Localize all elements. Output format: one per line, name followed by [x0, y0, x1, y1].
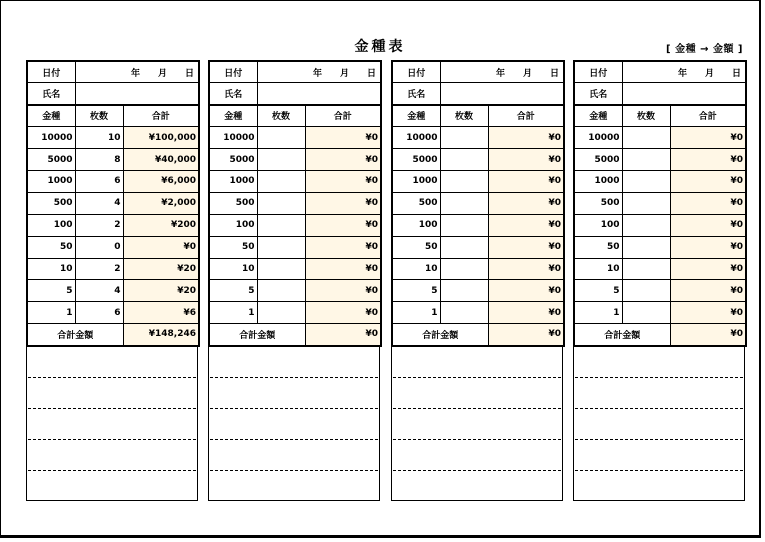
- denomination-value: 1000: [574, 170, 622, 192]
- memo-line: [28, 377, 196, 378]
- count-input[interactable]: 4: [75, 280, 123, 302]
- count-input[interactable]: 0: [75, 236, 123, 258]
- count-input[interactable]: 8: [75, 149, 123, 171]
- memo-line: [210, 377, 378, 378]
- memo-area[interactable]: [391, 347, 563, 501]
- header-count: 枚数: [622, 105, 670, 127]
- grand-total-value: ¥148,246: [123, 324, 199, 346]
- denomination-row: [574, 192, 746, 214]
- count-input[interactable]: [440, 302, 488, 324]
- denomination-value: 10000: [209, 127, 257, 149]
- count-input[interactable]: [440, 170, 488, 192]
- denomination-value: 5000: [209, 149, 257, 171]
- subtotal-value: ¥20: [123, 258, 199, 280]
- denomination-row: [209, 258, 381, 280]
- denomination-value: 5000: [574, 149, 622, 171]
- subtotal-value: ¥0: [488, 170, 564, 192]
- count-input[interactable]: [257, 214, 305, 236]
- header-denomination: 金種: [574, 105, 622, 127]
- denomination-value: 50: [27, 236, 75, 258]
- denomination-row: [392, 170, 564, 192]
- denomination-value: 50: [209, 236, 257, 258]
- denomination-value: 500: [392, 192, 440, 214]
- page-subtitle: [ 金種 → 金額 ]: [666, 44, 743, 55]
- subtotal-value: ¥0: [488, 127, 564, 149]
- subtotal-value: ¥0: [488, 214, 564, 236]
- subtotal-value: ¥0: [488, 192, 564, 214]
- count-input[interactable]: [440, 236, 488, 258]
- subtotal-value: ¥0: [305, 127, 381, 149]
- memo-line: [210, 470, 378, 471]
- memo-line: [575, 439, 743, 440]
- subtotal-value: ¥0: [670, 127, 746, 149]
- grand-total-row: [209, 324, 381, 346]
- denomination-value: 1000: [209, 170, 257, 192]
- memo-line: [28, 408, 196, 409]
- denomination-row: [574, 258, 746, 280]
- date-label: 日付: [27, 61, 75, 83]
- subtotal-value: ¥0: [305, 236, 381, 258]
- header-denomination: 金種: [392, 105, 440, 127]
- grand-total-row: [392, 324, 564, 346]
- name-field[interactable]: [622, 83, 746, 105]
- memo-area[interactable]: [208, 347, 380, 501]
- denomination-row: [209, 127, 381, 149]
- subtotal-value: ¥2,000: [123, 192, 199, 214]
- name-label: 氏名: [209, 83, 257, 105]
- count-input[interactable]: [622, 127, 670, 149]
- denomination-row: [574, 302, 746, 324]
- memo-line: [575, 408, 743, 409]
- subtotal-value: ¥0: [305, 214, 381, 236]
- name-label: 氏名: [27, 83, 75, 105]
- header-count: 枚数: [440, 105, 488, 127]
- subtotal-value: ¥100,000: [123, 127, 199, 149]
- denomination-table: [26, 60, 200, 347]
- denomination-row: [392, 236, 564, 258]
- column-header-row: [27, 105, 199, 127]
- denomination-row: [392, 192, 564, 214]
- header-subtotal: 合計: [305, 105, 381, 127]
- grand-total-row: [27, 324, 199, 346]
- memo-line: [28, 470, 196, 471]
- name-row: [27, 83, 199, 105]
- name-field[interactable]: [440, 83, 564, 105]
- name-row: [392, 83, 564, 105]
- year-label: 年: [677, 68, 687, 79]
- memo-line: [393, 470, 561, 471]
- subtotal-value: ¥0: [305, 280, 381, 302]
- grand-total-label: 合計金額: [574, 324, 670, 346]
- count-input[interactable]: [257, 149, 305, 171]
- denomination-row: [27, 149, 199, 171]
- header-count: 枚数: [257, 105, 305, 127]
- denomination-row: [574, 127, 746, 149]
- memo-line: [575, 377, 743, 378]
- denomination-row: [392, 302, 564, 324]
- denomination-row: [27, 214, 199, 236]
- count-input[interactable]: 6: [75, 302, 123, 324]
- count-input[interactable]: 2: [75, 214, 123, 236]
- date-field[interactable]: [622, 61, 746, 83]
- grand-total-label: 合計金額: [209, 324, 305, 346]
- denomination-row: [392, 280, 564, 302]
- column-header-row: [392, 105, 564, 127]
- denomination-sheet-2: [208, 60, 380, 501]
- count-input[interactable]: [257, 258, 305, 280]
- memo-area[interactable]: [573, 347, 745, 501]
- subtotal-value: ¥0: [670, 236, 746, 258]
- count-input[interactable]: [257, 236, 305, 258]
- denomination-value: 10000: [574, 127, 622, 149]
- date-label: 日付: [392, 61, 440, 83]
- grand-total-value: ¥0: [670, 324, 746, 346]
- count-input[interactable]: [440, 127, 488, 149]
- denomination-row: [574, 170, 746, 192]
- denomination-row: [574, 214, 746, 236]
- day-label: 日: [732, 68, 742, 79]
- year-label: 年: [312, 68, 322, 79]
- subtotal-value: ¥40,000: [123, 149, 199, 171]
- memo-line: [210, 408, 378, 409]
- header-count: 枚数: [75, 105, 123, 127]
- name-label: 氏名: [574, 83, 622, 105]
- denomination-row: [574, 280, 746, 302]
- day-label: 日: [550, 68, 560, 79]
- denomination-row: [574, 149, 746, 171]
- name-label: 氏名: [392, 83, 440, 105]
- subtotal-value: ¥0: [305, 258, 381, 280]
- page-title: 金種表: [354, 39, 406, 55]
- date-field[interactable]: [257, 61, 381, 83]
- denomination-value: 100: [392, 214, 440, 236]
- subtotal-value: ¥20: [123, 280, 199, 302]
- memo-line: [393, 408, 561, 409]
- day-label: 日: [367, 68, 377, 79]
- denomination-value: 1: [574, 302, 622, 324]
- denomination-value: 500: [27, 192, 75, 214]
- denomination-value: 1: [27, 302, 75, 324]
- subtotal-value: ¥6: [123, 302, 199, 324]
- header-denomination: 金種: [209, 105, 257, 127]
- date-field[interactable]: [75, 61, 199, 83]
- date-row: [392, 61, 564, 83]
- name-field[interactable]: [75, 83, 199, 105]
- denomination-value: 5: [392, 280, 440, 302]
- denomination-value: 5: [209, 280, 257, 302]
- count-input[interactable]: [622, 258, 670, 280]
- count-input[interactable]: 2: [75, 258, 123, 280]
- denomination-sheet-1: [26, 60, 198, 501]
- subtotal-value: ¥0: [123, 236, 199, 258]
- name-field[interactable]: [257, 83, 381, 105]
- count-input[interactable]: [622, 149, 670, 171]
- column-header-row: [574, 105, 746, 127]
- date-row: [574, 61, 746, 83]
- denomination-sheet-4: [573, 60, 745, 501]
- denomination-row: [27, 192, 199, 214]
- memo-line: [393, 439, 561, 440]
- month-label: 月: [157, 68, 167, 79]
- count-input[interactable]: [257, 280, 305, 302]
- count-input[interactable]: [622, 192, 670, 214]
- memo-line: [393, 377, 561, 378]
- header-subtotal: 合計: [488, 105, 564, 127]
- date-row: [209, 61, 381, 83]
- count-input[interactable]: 4: [75, 192, 123, 214]
- denomination-row: [209, 302, 381, 324]
- column-header-row: [209, 105, 381, 127]
- denomination-row: [392, 214, 564, 236]
- denomination-row: [574, 236, 746, 258]
- subtotal-value: ¥0: [670, 192, 746, 214]
- year-label: 年: [130, 68, 140, 79]
- count-input[interactable]: [622, 214, 670, 236]
- denomination-row: [209, 170, 381, 192]
- denomination-row: [392, 258, 564, 280]
- count-input[interactable]: [622, 170, 670, 192]
- denomination-row: [209, 236, 381, 258]
- denomination-value: 1000: [392, 170, 440, 192]
- date-label: 日付: [209, 61, 257, 83]
- memo-line: [210, 439, 378, 440]
- subtotal-value: ¥0: [670, 258, 746, 280]
- denomination-table: [208, 60, 382, 347]
- denomination-value: 5000: [392, 149, 440, 171]
- denomination-value: 10: [27, 258, 75, 280]
- count-input[interactable]: [257, 302, 305, 324]
- count-input[interactable]: 10: [75, 127, 123, 149]
- denomination-row: [27, 280, 199, 302]
- denomination-value: 1: [209, 302, 257, 324]
- date-field[interactable]: [440, 61, 564, 83]
- year-label: 年: [495, 68, 505, 79]
- date-label: 日付: [574, 61, 622, 83]
- denomination-row: [209, 280, 381, 302]
- denomination-row: [392, 127, 564, 149]
- header-subtotal: 合計: [670, 105, 746, 127]
- month-label: 月: [704, 68, 714, 79]
- denomination-table: [391, 60, 565, 347]
- header-denomination: 金種: [27, 105, 75, 127]
- date-row: [27, 61, 199, 83]
- grand-total-row: [574, 324, 746, 346]
- subtotal-value: ¥0: [488, 149, 564, 171]
- denomination-row: [209, 149, 381, 171]
- subtotal-value: ¥0: [670, 149, 746, 171]
- count-input[interactable]: [440, 214, 488, 236]
- subtotal-value: ¥0: [488, 280, 564, 302]
- grand-total-value: ¥0: [305, 324, 381, 346]
- denomination-value: 1000: [27, 170, 75, 192]
- subtotal-value: ¥0: [305, 170, 381, 192]
- denomination-value: 100: [209, 214, 257, 236]
- denomination-row: [392, 149, 564, 171]
- subtotal-value: ¥0: [305, 192, 381, 214]
- denomination-value: 10000: [27, 127, 75, 149]
- name-row: [574, 83, 746, 105]
- count-input[interactable]: [440, 149, 488, 171]
- subtotal-value: ¥0: [670, 170, 746, 192]
- subtotal-value: ¥0: [670, 214, 746, 236]
- denomination-value: 100: [27, 214, 75, 236]
- denomination-row: [209, 192, 381, 214]
- count-input[interactable]: 6: [75, 170, 123, 192]
- denomination-value: 10: [574, 258, 622, 280]
- denomination-value: 5: [27, 280, 75, 302]
- subtotal-value: ¥0: [488, 258, 564, 280]
- count-input[interactable]: [257, 192, 305, 214]
- subtotal-value: ¥0: [670, 302, 746, 324]
- memo-line: [575, 470, 743, 471]
- count-input[interactable]: [440, 192, 488, 214]
- count-input[interactable]: [257, 170, 305, 192]
- month-label: 月: [522, 68, 532, 79]
- denomination-value: 500: [209, 192, 257, 214]
- denomination-value: 10000: [392, 127, 440, 149]
- denomination-row: [27, 258, 199, 280]
- denomination-value: 10: [209, 258, 257, 280]
- subtotal-value: ¥0: [305, 302, 381, 324]
- count-input[interactable]: [440, 280, 488, 302]
- memo-area[interactable]: [26, 347, 198, 501]
- count-input[interactable]: [257, 127, 305, 149]
- denomination-row: [27, 236, 199, 258]
- denomination-value: 1: [392, 302, 440, 324]
- memo-line: [28, 439, 196, 440]
- denomination-row: [27, 127, 199, 149]
- denomination-row: [27, 170, 199, 192]
- count-input[interactable]: [440, 258, 488, 280]
- day-label: 日: [185, 68, 195, 79]
- denomination-value: 10: [392, 258, 440, 280]
- denomination-value: 50: [392, 236, 440, 258]
- denomination-row: [209, 214, 381, 236]
- subtotal-value: ¥0: [670, 280, 746, 302]
- denomination-value: 500: [574, 192, 622, 214]
- denomination-row: [27, 302, 199, 324]
- denomination-value: 5: [574, 280, 622, 302]
- subtotal-value: ¥0: [305, 149, 381, 171]
- subtotal-value: ¥6,000: [123, 170, 199, 192]
- grand-total-value: ¥0: [488, 324, 564, 346]
- subtotal-value: ¥0: [488, 302, 564, 324]
- denomination-sheet-3: [391, 60, 563, 501]
- count-input[interactable]: [622, 280, 670, 302]
- header-subtotal: 合計: [123, 105, 199, 127]
- denomination-value: 100: [574, 214, 622, 236]
- denomination-table: [573, 60, 747, 347]
- subtotal-value: ¥200: [123, 214, 199, 236]
- count-input[interactable]: [622, 236, 670, 258]
- count-input[interactable]: [622, 302, 670, 324]
- name-row: [209, 83, 381, 105]
- grand-total-label: 合計金額: [27, 324, 123, 346]
- grand-total-label: 合計金額: [392, 324, 488, 346]
- subtotal-value: ¥0: [488, 236, 564, 258]
- denomination-value: 50: [574, 236, 622, 258]
- denomination-value: 5000: [27, 149, 75, 171]
- month-label: 月: [339, 68, 349, 79]
